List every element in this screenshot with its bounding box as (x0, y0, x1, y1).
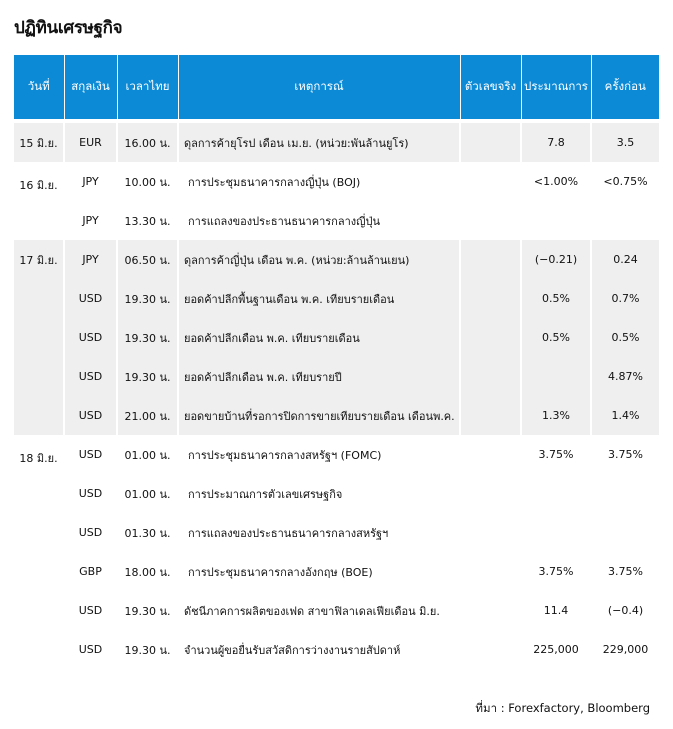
row-actual (460, 279, 521, 318)
row-event: การประชุมธนาคารกลางญี่ปุ่น (BOJ) (178, 162, 460, 201)
row-currency: JPY (64, 240, 117, 279)
row-event: การแถลงของประธานธนาคารกลางสหรัฐฯ (178, 513, 460, 552)
row-actual (460, 396, 521, 435)
row-event: ยอดค้าปลีกเดือน พ.ค. เทียบรายปี (178, 357, 460, 396)
row-forecast: 0.5% (521, 279, 591, 318)
row-date (14, 396, 64, 435)
row-currency: USD (64, 513, 117, 552)
row-forecast (521, 357, 591, 396)
header-currency: สกุลเงิน (64, 55, 117, 119)
table-row (14, 240, 659, 279)
row-time: 13.30 น. (117, 201, 178, 240)
header-time: เวลาไทย (117, 55, 178, 119)
row-currency: USD (64, 318, 117, 357)
row-actual (460, 630, 521, 669)
row-event: การประชุมธนาคารกลางอังกฤษ (BOE) (178, 552, 460, 591)
table-row (14, 591, 659, 630)
row-date (14, 318, 64, 357)
header-event: เหตุการณ์ (178, 55, 460, 119)
table-row (14, 123, 659, 162)
table-row (14, 435, 659, 474)
row-event: ดัชนีภาคการผลิตของเฟด สาขาฟิลาเดลเฟียเดือน มิ.ย. (178, 591, 460, 630)
row-previous: 0.7% (591, 279, 659, 318)
row-event: จำนวนผู้ขอยื่นรับสวัสดิการว่างงานรายสัปดาห์ (178, 630, 460, 669)
row-forecast: 3.75% (521, 552, 591, 591)
row-forecast: 11.4 (521, 591, 591, 630)
row-event: ยอดค้าปลีกเดือน พ.ค. เทียบรายเดือน (178, 318, 460, 357)
row-time: 06.50 น. (117, 240, 178, 279)
row-time: 01.00 น. (117, 474, 178, 513)
row-forecast (521, 474, 591, 513)
source-note: ที่มา : Forexfactory, Bloomberg (475, 701, 650, 715)
economic-calendar-table (14, 55, 659, 669)
row-time: 18.00 น. (117, 552, 178, 591)
row-currency: JPY (64, 201, 117, 240)
row-time: 19.30 น. (117, 279, 178, 318)
row-forecast (521, 201, 591, 240)
row-date: 18 มิ.ย. (14, 435, 64, 669)
row-currency: EUR (64, 123, 117, 162)
row-currency: JPY (64, 162, 117, 201)
table-row (14, 396, 659, 435)
row-forecast: 1.3% (521, 396, 591, 435)
row-forecast: 0.5% (521, 318, 591, 357)
row-previous (591, 474, 659, 513)
table-row (14, 552, 659, 591)
row-event: การประมาณการตัวเลขเศรษฐกิจ (178, 474, 460, 513)
row-previous (591, 513, 659, 552)
row-previous: 1.4% (591, 396, 659, 435)
row-date: 15 มิ.ย. (14, 123, 64, 162)
table-row (14, 279, 659, 318)
row-currency: USD (64, 279, 117, 318)
row-time: 16.00 น. (117, 123, 178, 162)
row-forecast (521, 513, 591, 552)
page-title: ปฏิทินเศรษฐกิจ (14, 18, 123, 38)
row-previous: (−0.4) (607, 604, 644, 617)
table-row (14, 630, 659, 669)
row-currency: USD (64, 357, 117, 396)
table-row (14, 318, 659, 357)
row-date (14, 279, 64, 318)
row-actual (460, 201, 521, 240)
row-time: 19.30 น. (117, 630, 178, 669)
row-forecast: 7.8 (521, 123, 591, 162)
row-date (14, 357, 64, 396)
row-event: ดุลการค้าญี่ปุ่น เดือน พ.ค. (หน่วย:ล้านล้านเยน) (178, 240, 460, 279)
row-actual (460, 240, 521, 279)
row-date: 17 มิ.ย. (14, 240, 64, 279)
row-time: 19.30 น. (117, 591, 178, 630)
row-currency: USD (64, 630, 117, 669)
row-time: 21.00 น. (117, 396, 178, 435)
row-actual (460, 123, 521, 162)
row-currency: USD (64, 396, 117, 435)
row-forecast: (−0.21) (521, 240, 591, 279)
row-date: 16 มิ.ย. (14, 162, 64, 240)
row-actual (460, 552, 521, 591)
row-previous: 3.5 (591, 123, 659, 162)
row-event: ยอดขายบ้านที่รอการปิดการขายเทียบรายเดือน เดือนพ.ค. (178, 396, 460, 435)
table-row (14, 513, 659, 552)
row-time: 10.00 น. (117, 162, 178, 201)
header-forecast: ประมาณการ (521, 55, 591, 119)
row-actual (460, 318, 521, 357)
row-actual (460, 357, 521, 396)
row-forecast: <1.00% (521, 162, 591, 201)
row-currency: USD (64, 591, 117, 630)
row-previous: 3.75% (608, 565, 643, 578)
table-row (14, 474, 659, 513)
row-currency: USD (64, 435, 117, 474)
row-event: การประชุมธนาคารกลางสหรัฐฯ (FOMC) (178, 435, 460, 474)
row-previous: 0.5% (591, 318, 659, 357)
row-currency: USD (64, 474, 117, 513)
row-actual (460, 435, 521, 474)
table-row (14, 162, 659, 201)
row-previous: 229,000 (602, 643, 649, 656)
row-previous: 3.75% (608, 448, 643, 461)
row-time: 19.30 น. (117, 318, 178, 357)
row-event: การแถลงของประธานธนาคารกลางญี่ปุ่น (178, 201, 460, 240)
row-actual (460, 513, 521, 552)
row-time: 01.00 น. (117, 435, 178, 474)
table-row (14, 357, 659, 396)
row-time: 19.30 น. (117, 357, 178, 396)
row-previous: 0.24 (591, 240, 659, 279)
row-previous (591, 201, 659, 240)
header-date: วันที่ (14, 55, 64, 119)
header-previous: ครั้งก่อน (591, 55, 659, 119)
row-forecast: 225,000 (521, 630, 591, 669)
row-actual (460, 591, 521, 630)
row-event: ดุลการค้ายุโรป เดือน เม.ย. (หน่วย:พันล้านยูโร) (178, 123, 460, 162)
table-header-row (14, 55, 659, 119)
row-actual (460, 162, 521, 201)
row-time: 01.30 น. (117, 513, 178, 552)
header-actual: ตัวเลขจริง (460, 55, 521, 119)
table-row (14, 201, 659, 240)
row-previous: <0.75% (603, 175, 648, 188)
row-actual (460, 474, 521, 513)
row-currency: GBP (64, 552, 117, 591)
row-previous: 4.87% (591, 357, 659, 396)
row-event: ยอดค้าปลีกพื้นฐานเดือน พ.ค. เทียบรายเดือน (178, 279, 460, 318)
row-forecast: 3.75% (521, 435, 591, 474)
